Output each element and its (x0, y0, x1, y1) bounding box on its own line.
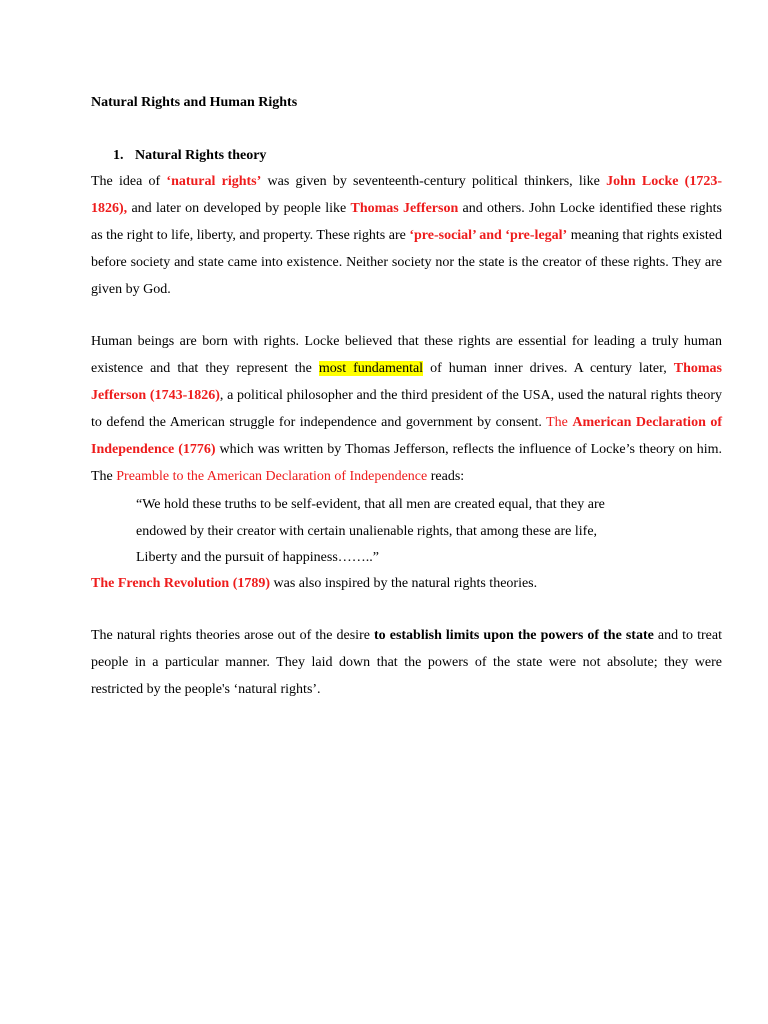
french-revolution-text: was also inspired by the natural rights theories. (270, 576, 538, 591)
p1-text-1: The idea of (91, 174, 167, 189)
p2-text-10: reads: (427, 469, 465, 484)
p1-john-locke: John Locke (1723- 1826), (91, 174, 723, 216)
p2-text-8: which was written by Thomas Jefferson, reflects the influence of Locke’s theory on him. The (91, 442, 722, 484)
p2-preamble: Preamble to the American Declaration of Independence (116, 469, 428, 484)
p2-thomas-jefferson-dates: Thomas Jefferson (1743-1826) (91, 361, 722, 403)
french-revolution-line (91, 570, 537, 597)
p3-text-1: The natural rights theories arose out of the desire (91, 628, 375, 643)
p1-text-3: was given by seventeenth-century political thinkers, like (261, 174, 607, 189)
page-title: Natural Rights and Human Rights (91, 95, 298, 110)
p1-pre-social-pre-legal: ‘pre-social’ and ‘pre-legal’ (409, 228, 568, 243)
p3-bold-limits: to establish limits upon the powers of the state (374, 628, 654, 643)
french-revolution-term: The French Revolution (1789) (91, 576, 271, 591)
section-heading (113, 146, 266, 166)
p1-text-7: and others. John Locke identified these rights as the right to life, liberty, and property. These rights are (91, 201, 722, 243)
quote-line-3: Liberty and the pursuit of happiness……..” (136, 550, 380, 565)
p1-text-5: and later on developed by people like (127, 201, 351, 216)
p2-text-3: of human inner drives. A century later, (423, 361, 674, 376)
p1-natural-rights-term: ‘natural rights’ (166, 174, 262, 189)
declaration-quote (136, 492, 696, 572)
paragraph-3 (91, 622, 722, 703)
p2-the: The (546, 415, 573, 430)
p1-text-9: meaning that rights existed before society and state came into existence. Neither society nor the state is the creator of these rights. They are given by God. (91, 228, 722, 297)
section-number: 1. (113, 148, 124, 163)
paragraph-2 (91, 328, 722, 490)
p2-text-1: Human beings are born with rights. Locke believed that these rights are essential for leading a truly human existence and that they represent the (91, 334, 722, 376)
p3-text-3: and to treat people in a particular manner. They laid down that the powers of the state were not absolute; they were restricted by the people's ‘natural rights’. (91, 628, 722, 697)
p2-text-5: , a political philosopher and the third president of the USA, used the natural rights theory to defend the American struggle for independence and government by consent. (91, 388, 722, 430)
paragraph-1 (91, 168, 722, 303)
p2-american-declaration: American Declaration of Independence (1776) (91, 415, 722, 457)
quote-line-1: “We hold these truths to be self-evident, that all men are created equal, that they are (136, 497, 605, 512)
p2-highlighted-most-fundamental: most fundamental (318, 361, 424, 376)
section-heading-text: Natural Rights theory (135, 148, 267, 163)
p1-thomas-jefferson: Thomas Jefferson (350, 201, 459, 216)
quote-line-2: endowed by their creator with certain unalienable rights, that among these are life, (136, 523, 598, 539)
